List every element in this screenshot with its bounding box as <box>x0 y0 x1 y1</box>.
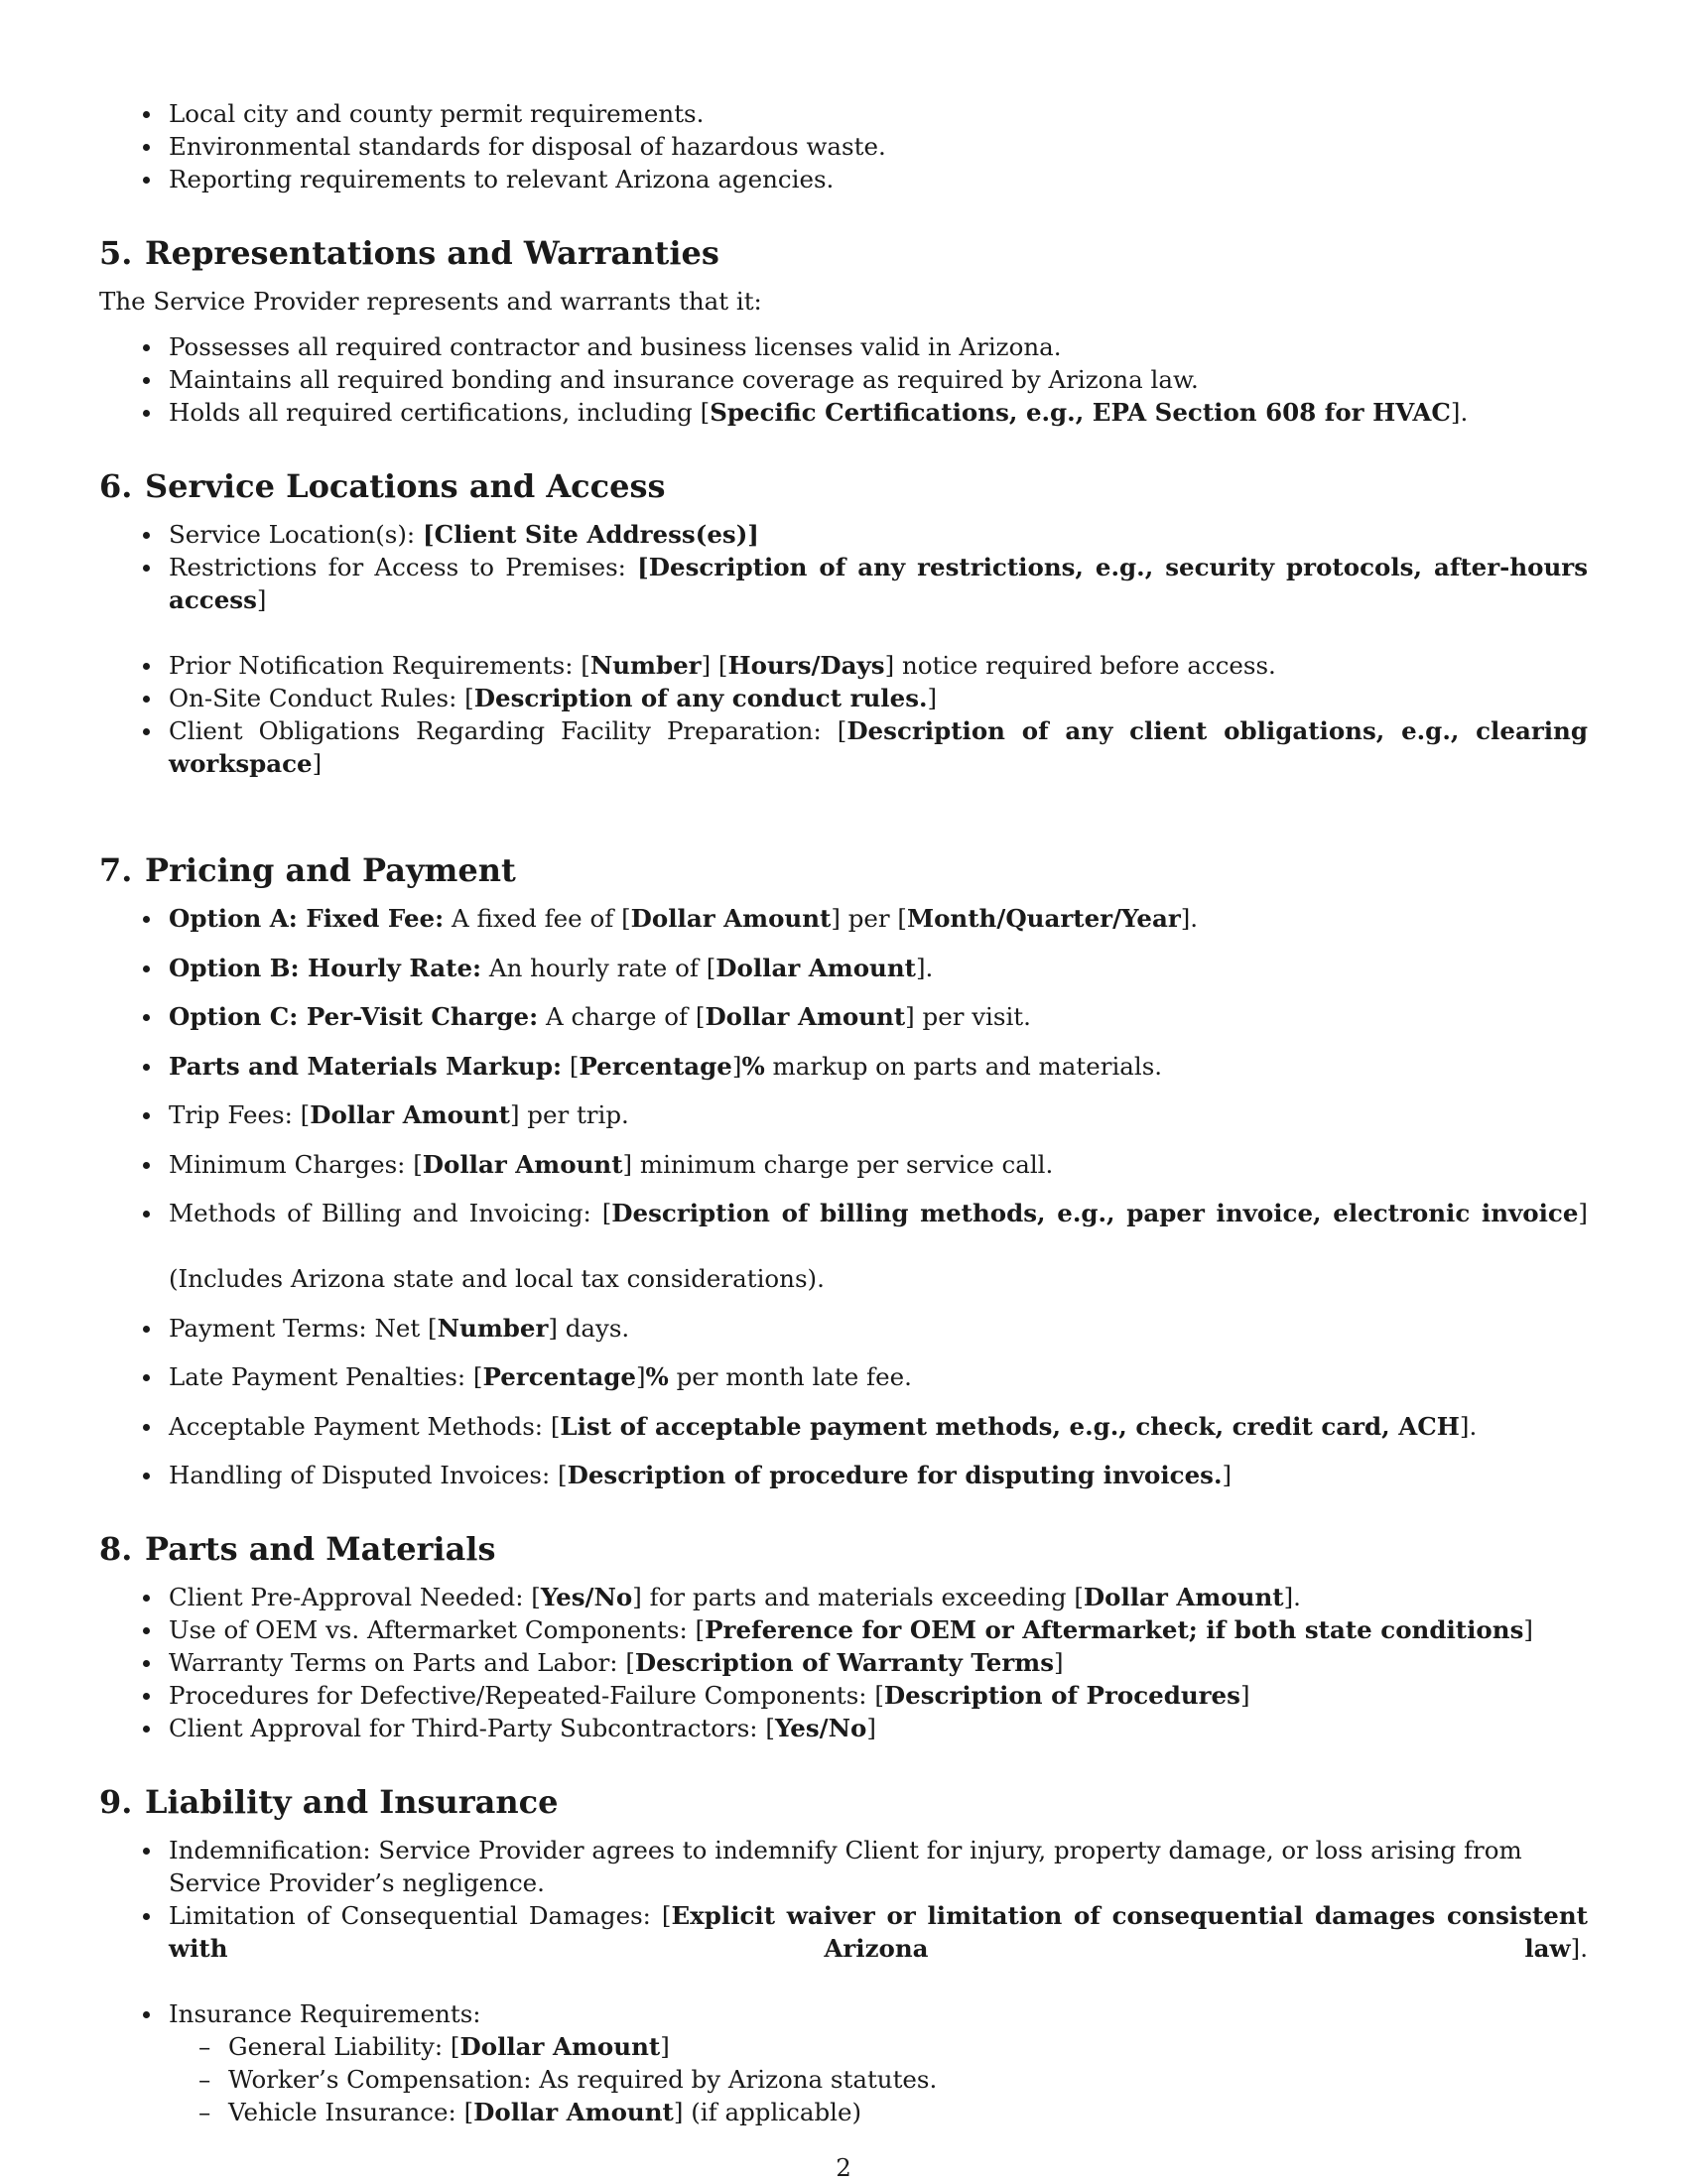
list-item: Methods of Billing and Invoicing: [Description of billing methods, e.g., paper invoice, electronic invoice] (Includes Arizona state and local tax considerations). <box>169 1199 1588 1293</box>
list-item: Maintains all required bonding and insurance coverage as required by Arizona law. <box>169 363 1588 396</box>
list-item: Environmental standards for disposal of hazardous waste. <box>169 130 1588 163</box>
section-title: Pricing and Payment <box>145 851 516 889</box>
section-title: Liability and Insurance <box>145 1783 559 1821</box>
intro-list <box>99 97 1588 195</box>
section-7-list <box>99 902 1588 1491</box>
section-title: Service Locations and Access <box>145 467 666 505</box>
section-9-heading <box>99 1782 1588 1822</box>
list-item: Payment Terms: Net [Number] days. <box>169 1312 1588 1345</box>
list-item: Warranty Terms on Parts and Labor: [Description of Warranty Terms] <box>169 1646 1588 1679</box>
section-8-list <box>99 1581 1588 1744</box>
list-item: Prior Notification Requirements: [Number] [Hours/Days] notice required before access. <box>169 649 1588 682</box>
list-item: Procedures for Defective/Repeated-Failure Components: [Description of Procedures] <box>169 1679 1588 1712</box>
list-item: Acceptable Payment Methods: [List of acceptable payment methods, e.g., check, credit card, ACH]. <box>169 1410 1588 1443</box>
section-number: 9. <box>99 1783 133 1821</box>
list-item: Client Obligations Regarding Facility Preparation: [Description of any client obligations, e.g., clearing workspace] <box>169 714 1588 813</box>
section-5-list <box>99 330 1588 429</box>
section-6-list <box>99 518 1588 813</box>
list-item: Minimum Charges: [Dollar Amount] minimum charge per service call. <box>169 1148 1588 1181</box>
section-6-heading <box>99 466 1588 506</box>
list-item: Insurance Requirements: – General Liability: [Dollar Amount] – Worker’s Compensation: As required by Arizona statutes. – Vehicle Insurance: [Dollar Amount] (if applicable) <box>169 1997 1588 2128</box>
list-item: Trip Fees: [Dollar Amount] per trip. <box>169 1098 1588 1131</box>
list-item: Indemnification: Service Provider agrees to indemnify Client for injury, property damage, or loss arising from Service Provider’s negligence. <box>169 1834 1588 1899</box>
section-title: Parts and Materials <box>145 1530 496 1568</box>
sub-list-item: – Vehicle Insurance: [Dollar Amount] (if applicable) <box>228 2096 1588 2128</box>
section-number: 7. <box>99 851 133 889</box>
list-item: Possesses all required contractor and business licenses valid in Arizona. <box>169 330 1588 363</box>
sub-list-item: – General Liability: [Dollar Amount] <box>228 2030 1588 2063</box>
list-item: Holds all required certifications, including [Specific Certifications, e.g., EPA Section 608 for HVAC]. <box>169 396 1588 429</box>
section-5-heading <box>99 233 1588 273</box>
list-item: Local city and county permit requirements. <box>169 97 1588 130</box>
list-item: Restrictions for Access to Premises: [Description of any restrictions, e.g., security protocols, after-hours access] <box>169 551 1588 649</box>
section-9-list <box>99 1834 1588 2128</box>
sub-list-item: – Worker’s Compensation: As required by Arizona statutes. <box>228 2063 1588 2096</box>
list-item: Late Payment Penalties: [Percentage]% per month late fee. <box>169 1360 1588 1393</box>
list-item: Client Approval for Third-Party Subcontractors: [Yes/No] <box>169 1712 1588 1744</box>
list-item: Limitation of Consequential Damages: [Explicit waiver or limitation of consequential damages consistent with Arizona law]. <box>169 1899 1588 1997</box>
section-8-heading <box>99 1529 1588 1569</box>
page-number: 2 <box>836 2153 851 2182</box>
list-item: On-Site Conduct Rules: [Description of any conduct rules.] <box>169 682 1588 714</box>
section-title: Representations and Warranties <box>145 234 719 272</box>
section-5-intro: The Service Provider represents and warrants that it: <box>99 287 762 316</box>
document-page <box>99 97 1588 2128</box>
list-item: Option C: Per-Visit Charge: A charge of [Dollar Amount] per visit. <box>169 1000 1588 1033</box>
list-item: Client Pre-Approval Needed: [Yes/No] for parts and materials exceeding [Dollar Amount]. <box>169 1581 1588 1613</box>
section-number: 6. <box>99 467 133 505</box>
list-item: Use of OEM vs. Aftermarket Components: [Preference for OEM or Aftermarket; if both state conditions] <box>169 1613 1588 1646</box>
list-item: Option B: Hourly Rate: An hourly rate of [Dollar Amount]. <box>169 952 1588 984</box>
list-item: Handling of Disputed Invoices: [Description of procedure for disputing invoices.] <box>169 1459 1588 1491</box>
list-item: Service Location(s): [Client Site Address(es)] <box>169 518 1588 551</box>
section-number: 5. <box>99 234 133 272</box>
insurance-sublist <box>169 2030 1588 2128</box>
section-number: 8. <box>99 1530 133 1568</box>
section-7-heading <box>99 850 1588 890</box>
list-item: Parts and Materials Markup: [Percentage]% markup on parts and materials. <box>169 1050 1588 1083</box>
list-item: Option A: Fixed Fee: A fixed fee of [Dollar Amount] per [Month/Quarter/Year]. <box>169 902 1588 935</box>
list-item: Reporting requirements to relevant Arizona agencies. <box>169 163 1588 195</box>
